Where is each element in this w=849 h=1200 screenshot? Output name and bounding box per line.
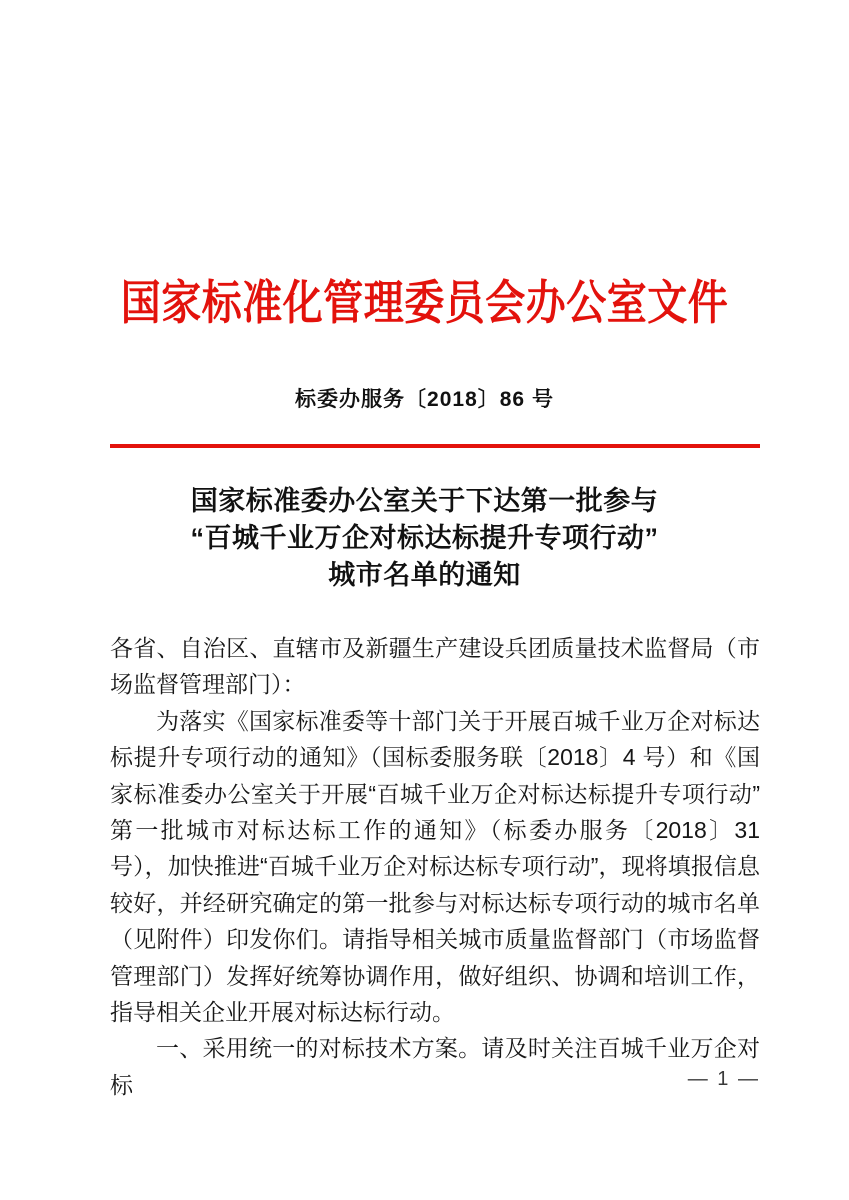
notice-title (0, 483, 849, 594)
document-number: 标委办服务〔2018〕86 号 (295, 388, 554, 411)
body-paragraph-item-one: 一、采用统一的对标技术方案。请及时关注百城千业万企对标 (110, 1035, 760, 1098)
document-body (110, 630, 760, 1103)
notice-title-line-1: 国家标准委办公室关于下达第一批参与 (190, 486, 659, 516)
letterhead-title: 国家标准化管理委员会办公室文件 (120, 277, 729, 330)
notice-title-line-3: 城市名单的通知 (328, 560, 521, 590)
red-divider-line (110, 444, 760, 448)
page-number: — 1 — (687, 1068, 760, 1090)
notice-title-line-2: “百城千业万企对标达标提升专项行动” (190, 523, 659, 553)
body-paragraph-salutation: 各省、自治区、直辖市及新疆生产建设兵团质量技术监督局（市场监督管理部门）： (110, 635, 760, 698)
body-paragraph-main: 为落实《国家标准委等十部门关于开展百城千业万企对标达标提升专项行动的通知》（国标委服务联〔2018〕4 号）和《国家标准委办公室关于开展“百城千业万企对标达标提升专项行动”第一批城市对标达标工作的通知》（标委办服务〔2018〕31 号），加快推进“百城千业万企对标达标专项行动”，现将填报信息较好，并经研究确定的第一批参与对标达标专项行动的城市名单（见附件）印发你们。请指导相关城市质量监督部门（市场监督管理部门）发挥好统筹协调作用，做好组织、协调和培训工作，指导相关企业开展对标达标行动。 (110, 707, 760, 1026)
